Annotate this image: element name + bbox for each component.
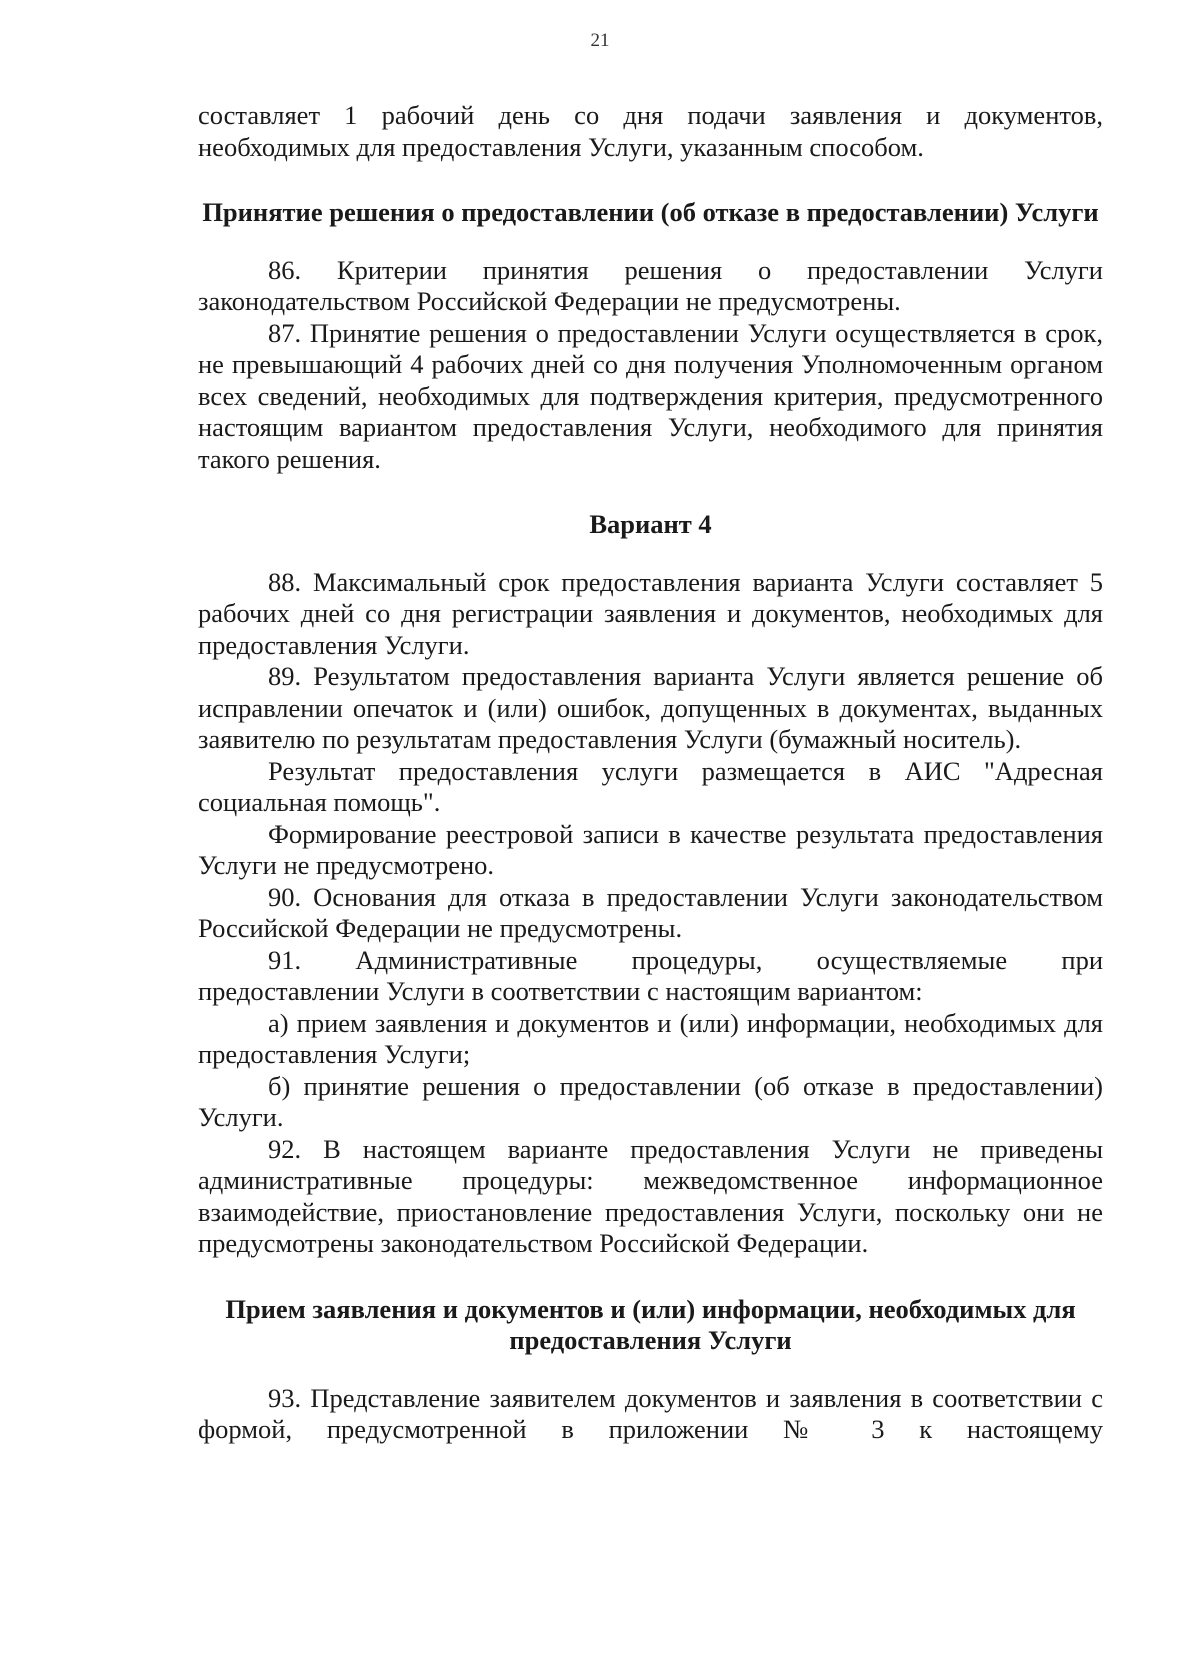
paragraph-93-line-2: формой, предусмотренной в приложении № 3 к настоящему	[198, 1414, 1103, 1444]
heading-decision: Принятие решения о предоставлении (об отказе в предоставлении) Услуги	[202, 197, 1099, 227]
paragraph-91-line-1: 91. Административные процедуры, осуществляемые при	[268, 944, 1103, 975]
page-number: 21	[590, 30, 610, 51]
paragraph-intro: составляет 1 рабочий день со дня подачи заявления и документов, необходимых для предоставления Услуги, указанным способом.	[198, 100, 1103, 162]
paragraph-86	[198, 255, 1103, 318]
paragraph-91-line-2: предоставлении Услуги в соответствии с настоящим вариантом:	[198, 976, 923, 1006]
paragraph-91-b: б) принятие решения о предоставлении (об отказе в предоставлении) Услуги.	[198, 1070, 1103, 1132]
paragraph-89: 89. Результатом предоставления варианта Услуги является решение об исправлении опечаток и (или) ошибок, допущенных в документах, выданных заявителю по результатам предоставления Услуги (бумажный носитель).	[198, 661, 1103, 754]
paragraph-registry: Формирование реестровой записи в качестве результата предоставления Услуги не предусмотрено.	[198, 818, 1103, 880]
paragraph-88: 88. Максимальный срок предоставления варианта Услуги составляет 5 рабочих дней со дня регистрации заявления и документов, необходимых для предоставления Услуги.	[198, 566, 1103, 660]
paragraph-92: 92. В настоящем варианте предоставления Услуги не приведены административные процедуры: межведомственное информационное взаимодействие, приостановление предоставления Услуги, поскольку они не предусмотрены законодательством Российской Федерации.	[198, 1133, 1103, 1258]
paragraph-91	[198, 945, 1103, 1008]
document-body	[198, 100, 1103, 1446]
paragraph-91-a: а) прием заявления и документов и (или) информации, необходимых для предоставления Услуги;	[198, 1007, 1103, 1069]
heading-variant-4: Вариант 4	[589, 509, 712, 539]
paragraph-93	[198, 1383, 1103, 1446]
paragraph-86-line-2: законодательством Российской Федерации не предусмотрены.	[198, 286, 901, 316]
paragraph-result: Результат предоставления услуги размещается в АИС "Адресная социальная помощь".	[198, 755, 1103, 817]
paragraph-93-line-1: 93. Представление заявителем документов и заявления в соответствии с	[268, 1382, 1103, 1413]
paragraph-87: 87. Принятие решения о предоставлении Услуги осуществляется в срок, не превышающий 4 рабочих дней со дня получения Уполномоченным органом всех сведений, необходимых для подтверждения критерия, предусмотренного настоящим вариантом предоставления Услуги, необходимого для принятия такого решения.	[198, 317, 1103, 474]
heading-reception: Прием заявления и документов и (или) информации, необходимых для предоставления Услуги	[225, 1293, 1076, 1355]
paragraph-90: 90. Основания для отказа в предоставлении Услуги законодательством Российской Федерации не предусмотрены.	[198, 881, 1103, 943]
paragraph-86-line-1: 86. Критерии принятия решения о предоставлении Услуги	[268, 254, 1103, 285]
